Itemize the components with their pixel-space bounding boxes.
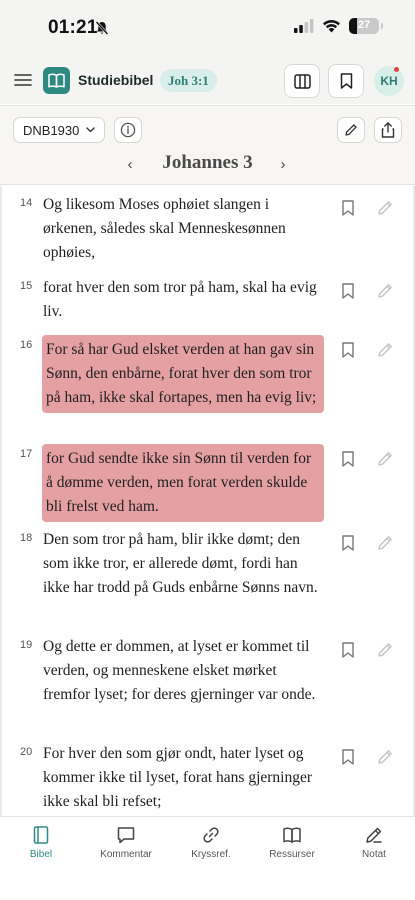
- verse-text[interactable]: Og dette er dommen, at lyset er kommet til verden, og menneskene elsket mørket fremfor lyset; for deres gjerninger var onde.: [43, 638, 316, 703]
- pencil-icon[interactable]: [376, 534, 394, 552]
- edit-button[interactable]: [337, 117, 365, 143]
- info-icon: [120, 122, 136, 138]
- signal-icon: [294, 19, 314, 33]
- bookmark-icon[interactable]: [339, 748, 357, 766]
- pencil-icon[interactable]: [376, 450, 394, 468]
- menu-icon[interactable]: [14, 71, 32, 89]
- comment-icon: [116, 825, 136, 845]
- prev-chapter-button[interactable]: ‹: [127, 155, 133, 173]
- share-icon: [381, 122, 395, 138]
- link-icon: [201, 825, 221, 845]
- verse-text-highlighted[interactable]: for Gud sendte ikke sin Sønn til verden for å dømme verden, men forat verden skulde bli frelst ved ham.: [42, 444, 324, 522]
- bookmark-icon[interactable]: [339, 282, 357, 300]
- pencil-icon[interactable]: [376, 748, 394, 766]
- pencil-icon[interactable]: [376, 641, 394, 659]
- verse-text-highlighted[interactable]: For så har Gud elsket verden at han gav sin Sønn, den enbårne, forat hver den som tror på ham, ikke skal fortapes, men ha evig liv;: [42, 335, 324, 413]
- status-bar: [0, 0, 415, 56]
- pencil-icon: [344, 123, 358, 137]
- verse-text[interactable]: Den som tror på ham, blir ikke dømt; den som ikke tror, er allerede dømt, fordi han ikke har trodd på Guds enbårne Sønns navn.: [43, 531, 318, 596]
- user-avatar[interactable]: KH: [374, 66, 404, 96]
- nav-label: Kryssref.: [191, 849, 231, 860]
- parallel-view-button[interactable]: [284, 64, 320, 98]
- pen-icon: [364, 825, 384, 845]
- next-chapter-button[interactable]: ›: [280, 155, 286, 173]
- wifi-icon: [322, 19, 341, 33]
- info-button[interactable]: [114, 117, 142, 143]
- share-button[interactable]: [374, 117, 402, 143]
- version-label: DNB1930: [23, 122, 80, 138]
- open-book-icon: [282, 825, 302, 845]
- notification-dot: [394, 67, 399, 72]
- bookmark-icon[interactable]: [339, 534, 357, 552]
- nav-label: Bibel: [29, 849, 53, 860]
- battery-indicator: [349, 18, 379, 34]
- battery-level: 27: [357, 19, 371, 31]
- bell-off-icon: [94, 20, 110, 36]
- nav-kommentar[interactable]: [85, 825, 167, 860]
- nav-bibel[interactable]: [0, 825, 82, 860]
- chapter-navigation: [0, 150, 415, 178]
- reader-toolbar: [0, 105, 415, 185]
- verse-number: 14: [20, 197, 33, 209]
- book-logo-icon: [48, 73, 65, 88]
- nav-kryssref[interactable]: [170, 825, 252, 860]
- verse-number: 18: [20, 532, 33, 544]
- app-header: [0, 56, 415, 104]
- nav-label: Notat: [362, 849, 386, 860]
- verse-text[interactable]: Og likesom Moses ophøiet slangen i ørkenen, således skal Menneskesønnen ophøies,: [43, 196, 286, 261]
- status-time: 01:21: [48, 17, 98, 38]
- bookmark-icon: [340, 73, 353, 89]
- verse-number: 20: [20, 746, 33, 758]
- verse-text[interactable]: forat hver den som tror på ham, skal ha evig liv.: [43, 279, 317, 320]
- pencil-icon[interactable]: [376, 199, 394, 217]
- bottom-navigation: [0, 816, 415, 900]
- nav-label: Ressurser: [269, 849, 315, 860]
- book-icon: [31, 825, 51, 845]
- verse-number: 16: [20, 339, 33, 351]
- columns-icon: [294, 74, 311, 89]
- app-logo: [43, 67, 70, 94]
- verse-number: 15: [20, 280, 33, 292]
- pencil-icon[interactable]: [376, 282, 394, 300]
- chapter-title[interactable]: Johannes 3: [162, 152, 253, 173]
- nav-notat[interactable]: [333, 825, 415, 860]
- verse-number: 17: [20, 448, 33, 460]
- pencil-icon[interactable]: [376, 341, 394, 359]
- chevron-down-icon: [86, 127, 95, 133]
- reference-badge[interactable]: Joh 3:1: [160, 69, 217, 92]
- nav-ressurser[interactable]: [251, 825, 333, 860]
- verse-list: [0, 186, 415, 816]
- verse-number: 19: [20, 639, 33, 651]
- bookmark-icon[interactable]: [339, 641, 357, 659]
- version-select[interactable]: [13, 117, 105, 143]
- bookmark-icon[interactable]: [339, 341, 357, 359]
- bookmark-icon[interactable]: [339, 199, 357, 217]
- bookmarks-button[interactable]: [328, 64, 364, 98]
- bookmark-icon[interactable]: [339, 450, 357, 468]
- verse-text[interactable]: For hver den som gjør ondt, hater lyset og kommer ikke til lyset, forat hans gjerninger ikke skal bli refset;: [43, 745, 313, 810]
- app-title: Studiebibel: [78, 72, 154, 88]
- nav-label: Kommentar: [100, 849, 152, 860]
